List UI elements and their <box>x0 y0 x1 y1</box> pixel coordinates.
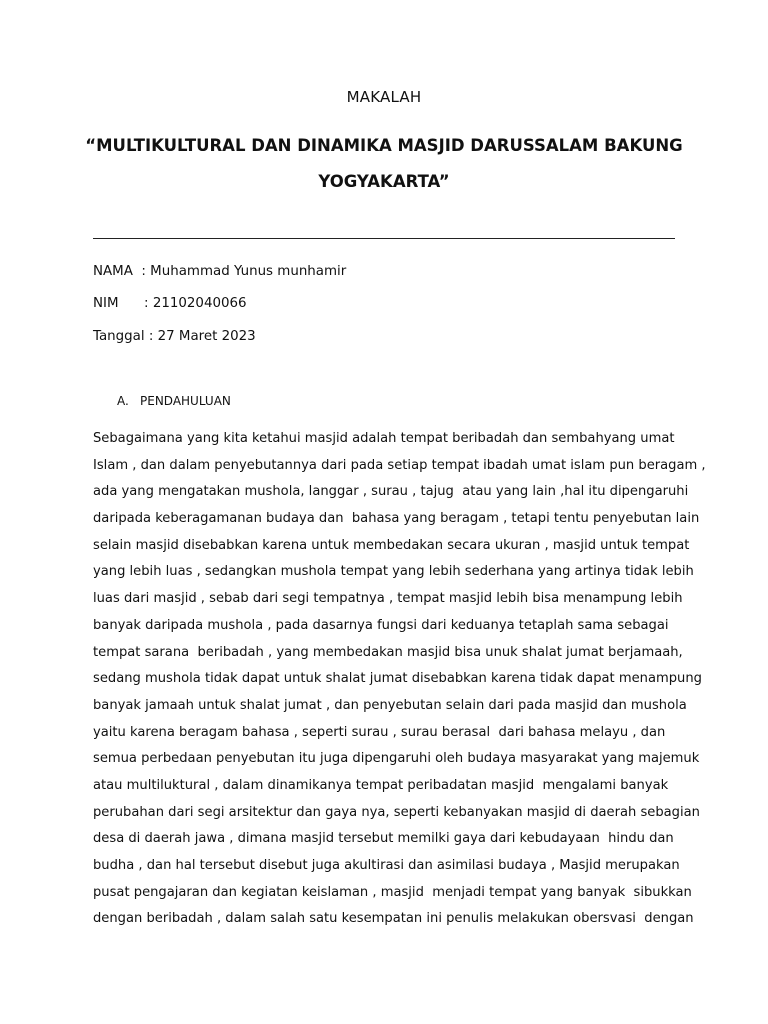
paragraph-line: luas dari masjid , sebab dari segi tempatnya , tempat masjid lebih bisa menampung lebih <box>93 591 683 607</box>
section-heading <box>117 394 231 408</box>
paragraph-line: banyak jamaah untuk shalat jumat , dan penyebutan selain dari pada masjid dan mushola <box>93 697 687 713</box>
paragraph-line: tempat sarana beribadah , yang membedakan masjid bisa unuk shalat jumat berjamaah, <box>93 644 683 660</box>
document-date: Tanggal : 27 Maret 2023 <box>93 329 256 344</box>
paragraph-line: sedang mushola tidak dapat untuk shalat jumat disebabkan karena tidak dapat menampung <box>93 671 702 687</box>
paragraph-line: selain masjid disebabkan karena untuk membedakan secara ukuran , masjid untuk tempat <box>93 537 690 553</box>
paragraph-line: banyak daripada mushola , pada dasarnya fungsi dari keduanya tetaplah sama sebagai <box>93 617 669 633</box>
paragraph-line: perubahan dari segi arsitektur dan gaya nya, seperti kebanyakan masjid di daerah sebagian <box>93 804 700 820</box>
paragraph-line: Sebagaimana yang kita ketahui masjid adalah tempat beribadah dan sembahyang umat <box>93 431 675 446</box>
section-number: A. <box>117 394 129 408</box>
student-id: NIM : 21102040066 <box>93 296 247 311</box>
paragraph-line: yaitu karena beragam bahasa , seperti surau , surau berasal dari bahasa melayu , dan <box>93 724 666 740</box>
student-name: NAMA : Muhammad Yunus munhamir <box>93 264 347 279</box>
paragraph-line: dengan beribadah , dalam salah satu kesempatan ini penulis melakukan obersvasi dengan <box>93 911 694 927</box>
paragraph-line: semua perbedaan penyebutan itu juga dipengaruhi oleh budaya masyarakat yang majemuk <box>93 751 700 767</box>
paragraph-line: pusat pengajaran dan kegiatan keislaman , masjid menjadi tempat yang banyak sibukkan <box>93 884 692 900</box>
title-divider <box>93 238 675 239</box>
section-title: PENDAHULUAN <box>140 394 231 408</box>
paragraph-line: Islam , dan dalam penyebutannya dari pada setiap tempat ibadah umat islam pun beragam , <box>93 457 706 473</box>
paragraph-line: desa di daerah jawa , dimana masjid tersebut memilki gaya dari kebudayaan hindu dan <box>93 831 674 847</box>
paragraph-line: atau multiluktural , dalam dinamikanya tempat peribadatan masjid mengalami banyak <box>93 777 669 793</box>
paragraph-line: yang lebih luas , sedangkan mushola tempat yang lebih sederhana yang artinya tidak lebih <box>93 564 694 580</box>
body-paragraph <box>93 429 706 936</box>
paragraph-line: ada yang mengatakan mushola, langgar , surau , tajug atau yang lain ,hal itu dipengaruhi <box>93 484 689 500</box>
paragraph-line: budha , dan hal tersebut disebut juga akultirasi dan asimilasi budaya , Masjid merupakan <box>93 858 680 873</box>
document-type-label: MAKALAH <box>346 88 422 106</box>
document-title: “MULTIKULTURAL DAN DINAMIKA MASJID DARUSSALAM BAKUNG YOGYAKARTA” <box>85 136 683 191</box>
paragraph-line: daripada keberagamanan budaya dan bahasa yang beragam , tetapi tentu penyebutan lain <box>93 511 700 527</box>
